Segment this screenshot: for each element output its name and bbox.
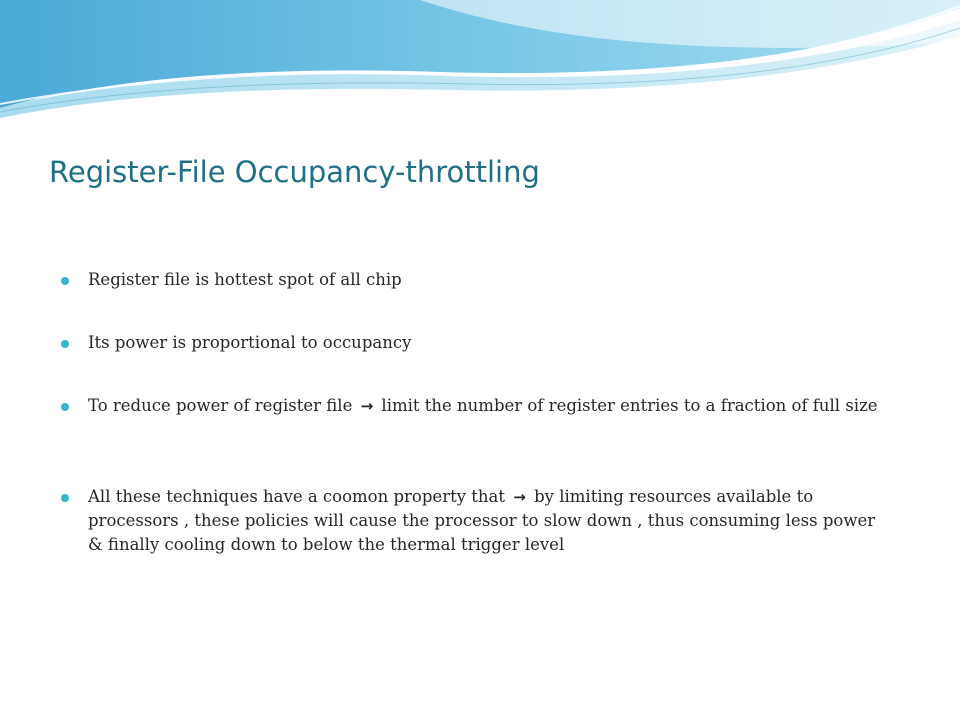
bullet-item (60, 268, 890, 292)
slide-title: Register-File Occupancy-throttling (49, 155, 540, 189)
right-arrow-icon: → (360, 397, 374, 415)
bullet-list (60, 268, 890, 557)
bullet-dot-icon (61, 340, 69, 348)
bullet-item (60, 394, 890, 418)
bullet-item (60, 331, 890, 355)
right-arrow-icon: → (513, 488, 526, 506)
bullet-dot-icon (61, 277, 69, 285)
bullet-text: Its power is proportional to occupancy (88, 333, 412, 352)
bullet-dot-icon (61, 494, 69, 502)
bullet-text-end: by limiting resources available to processors , these policies will cause the processor to slow down , thus consuming less power & finally cooling down to below the thermal trigger level (88, 487, 876, 554)
bullet-dot-icon (61, 403, 69, 411)
bullet-item (60, 485, 890, 557)
header-wave-decoration (0, 0, 960, 130)
bullet-text-end: limit the number of register entries to a fraction of full size (381, 396, 878, 415)
bullet-text: Register file is hottest spot of all chip (88, 270, 402, 289)
bullet-text-start: To reduce power of register file (88, 396, 353, 415)
bullet-text-start: All these techniques have a coomon property that (88, 487, 506, 506)
